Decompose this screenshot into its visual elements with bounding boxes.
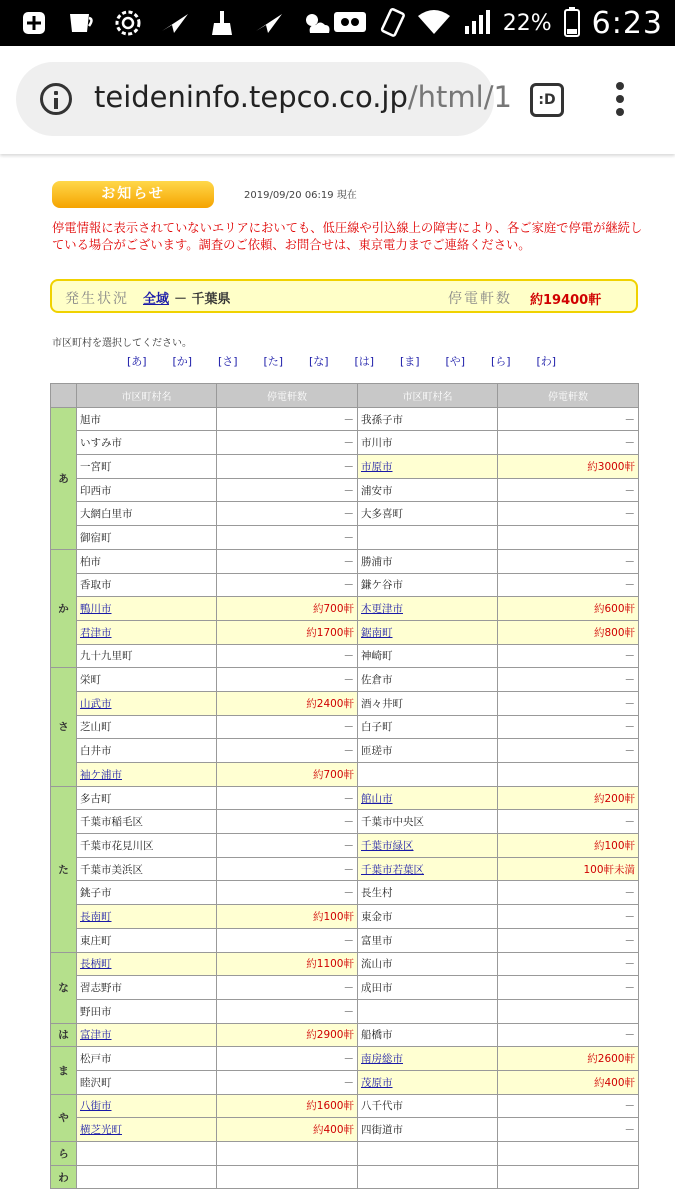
table-row [51, 668, 639, 692]
outage-count-cell: － [217, 478, 358, 502]
outage-count-cell: 約700軒 [217, 763, 358, 787]
outage-count-cell: － [217, 834, 358, 858]
clock: 6:23 [591, 6, 663, 41]
outage-count-cell [217, 1142, 358, 1166]
table-header-row [51, 384, 639, 408]
table-row [51, 952, 639, 976]
table-row [51, 834, 639, 858]
kana-link-ya[interactable]: [や] [445, 355, 466, 368]
table-row [51, 549, 639, 573]
outage-status-panel [50, 279, 638, 313]
outage-count-cell: 約1600軒 [217, 1094, 358, 1118]
municipality-cell: 大多喜町 [358, 502, 498, 526]
table-row [51, 999, 639, 1023]
municipality-cell: 鎌ケ谷市 [358, 573, 498, 597]
municipality-link[interactable]: 館山市 [361, 792, 393, 805]
municipality-cell: 千葉市稲毛区 [77, 810, 217, 834]
outage-count-cell: 約100軒 [217, 905, 358, 929]
notice-text: 停電情報に表示されていないエリアにおいても、低圧線や引込線上の障害により、各ご家庭で停電が継続している場合がございます。調査のご依頼、お問合せは、東京電力までご連絡ください。 [52, 221, 643, 252]
kana-group-label: ら [51, 1142, 77, 1166]
outage-count-cell: － [217, 739, 358, 763]
municipality-link[interactable]: 山武市 [80, 697, 112, 710]
municipality-cell: 千葉市中央区 [358, 810, 498, 834]
outage-count-cell: － [217, 999, 358, 1023]
municipality-cell: 浦安市 [358, 478, 498, 502]
url-host: teideninfo.tepco.co.jp [94, 80, 408, 114]
municipality-cell: 長生村 [358, 881, 498, 905]
media-icon [333, 9, 367, 39]
outage-count-cell: － [217, 1070, 358, 1094]
kana-link-sa[interactable]: [さ] [218, 355, 238, 368]
municipality-cell: 船橋市 [358, 1023, 498, 1047]
municipality-cell: 御宿町 [77, 526, 217, 550]
outage-count-cell: － [217, 715, 358, 739]
municipality-cell: 白井市 [77, 739, 217, 763]
outage-count-cell: － [498, 1118, 639, 1142]
municipality-cell: 野田市 [77, 999, 217, 1023]
municipality-cell: 銚子市 [77, 881, 217, 905]
outage-count-cell: － [217, 1047, 358, 1071]
outage-count-cell: 約1700軒 [217, 620, 358, 644]
outage-count-cell: － [217, 502, 358, 526]
municipality-cell [358, 999, 498, 1023]
municipality-cell: 神崎町 [358, 644, 498, 668]
municipality-cell [358, 1142, 498, 1166]
municipality-cell: 多古町 [77, 786, 217, 810]
municipality-cell: 芝山町 [77, 715, 217, 739]
kana-group-label: ま [51, 1047, 77, 1094]
municipality-link[interactable]: 八街市 [80, 1100, 112, 1113]
municipality-cell [358, 1070, 498, 1094]
outage-count-cell: － [498, 573, 639, 597]
weather-sun-cloud-icon [300, 8, 332, 38]
outage-count-cell: － [498, 928, 639, 952]
municipality-cell: 酒々井町 [358, 691, 498, 715]
municipality-cell [77, 691, 217, 715]
table-row [51, 407, 639, 431]
area-all-link[interactable]: 全域 [143, 292, 170, 307]
municipality-cell: 我孫子市 [358, 407, 498, 431]
outage-count-cell: － [217, 881, 358, 905]
table-row [51, 786, 639, 810]
kana-link-wa[interactable]: [わ] [536, 355, 557, 368]
municipality-cell [77, 1023, 217, 1047]
municipality-link[interactable]: 長柄町 [80, 958, 112, 971]
tab-switcher-button[interactable]: :D [530, 83, 564, 117]
municipality-link[interactable]: 千葉市若葉区 [361, 863, 424, 876]
select-prompt: 市区町村を選択してください。 [52, 338, 192, 349]
system-indicators [333, 6, 663, 41]
signal-icon [463, 8, 491, 40]
kana-link-na[interactable]: [な] [309, 355, 329, 368]
table-row [51, 1023, 639, 1047]
kana-link-ka[interactable]: [か] [172, 355, 193, 368]
table-row [51, 976, 639, 1000]
broom-icon [206, 8, 238, 38]
column-header-count-right: 停電軒数 [498, 384, 639, 408]
kana-group-label: や [51, 1094, 77, 1141]
municipality-cell [77, 1118, 217, 1142]
outage-count-cell: － [498, 905, 639, 929]
system-status-bar [0, 0, 675, 46]
outage-count-cell: － [498, 478, 639, 502]
municipality-cell: 四街道市 [358, 1118, 498, 1142]
municipality-cell: 栄町 [77, 668, 217, 692]
outage-count-cell: 約600軒 [498, 597, 639, 621]
outage-count-cell: 約200軒 [498, 786, 639, 810]
municipality-link[interactable]: 南房総市 [361, 1053, 403, 1066]
kana-link-ra[interactable]: [ら] [491, 355, 511, 368]
municipality-cell: いすみ市 [77, 431, 217, 455]
outage-count-cell: － [498, 407, 639, 431]
vibrate-icon [379, 7, 405, 41]
municipality-cell: 柏市 [77, 549, 217, 573]
kana-group-label: な [51, 952, 77, 1023]
outage-count-cell: － [217, 928, 358, 952]
wifi-icon [417, 8, 451, 40]
municipality-cell [77, 620, 217, 644]
municipality-cell: 匝瑳市 [358, 739, 498, 763]
municipality-cell [358, 1165, 498, 1189]
outage-count-cell: － [217, 407, 358, 431]
outage-count-cell: － [217, 976, 358, 1000]
outage-count-cell: 100軒未満 [498, 857, 639, 881]
municipality-cell: 白子町 [358, 715, 498, 739]
outage-count-cell [498, 999, 639, 1023]
notification-icons [18, 8, 332, 38]
municipality-cell [77, 1165, 217, 1189]
outage-count-label: 停電軒数 [448, 291, 512, 307]
table-row [51, 455, 639, 479]
kana-index-nav [127, 353, 582, 369]
municipality-link[interactable]: 鴨川市 [80, 603, 112, 616]
table-row [51, 1165, 639, 1189]
outage-count-cell [498, 1165, 639, 1189]
prefecture-label [174, 288, 231, 307]
table-row [51, 928, 639, 952]
municipality-cell: 九十九里町 [77, 644, 217, 668]
table-row [51, 526, 639, 550]
kana-group-label: か [51, 549, 77, 667]
table-row [51, 478, 639, 502]
municipality-cell: 松戸市 [77, 1047, 217, 1071]
battery-percentage: 22% [502, 11, 552, 36]
outage-count-cell: － [498, 881, 639, 905]
municipality-cell [358, 526, 498, 550]
table-row [51, 1094, 639, 1118]
table-row [51, 739, 639, 763]
municipality-cell: 市川市 [358, 431, 498, 455]
municipality-table [50, 383, 639, 1189]
municipality-link[interactable]: 長南町 [80, 910, 112, 923]
table-row [51, 502, 639, 526]
outage-count-cell: － [217, 526, 358, 550]
table-row [51, 763, 639, 787]
municipality-link[interactable]: 鋸南町 [361, 626, 393, 639]
municipality-link[interactable]: 横芝光町 [80, 1124, 122, 1137]
outage-count-cell: － [217, 644, 358, 668]
municipality-cell [77, 952, 217, 976]
outage-count-cell: － [498, 1094, 639, 1118]
municipality-cell: 流山市 [358, 952, 498, 976]
table-row [51, 1118, 639, 1142]
municipality-cell [358, 620, 498, 644]
table-row [51, 597, 639, 621]
table-row [51, 431, 639, 455]
outage-count-cell: － [217, 549, 358, 573]
table-row [51, 573, 639, 597]
kana-group-label: わ [51, 1165, 77, 1189]
overflow-menu-icon[interactable] [616, 82, 624, 118]
outage-count-cell: － [498, 810, 639, 834]
municipality-cell: 富里市 [358, 928, 498, 952]
send-icon-2 [253, 8, 285, 38]
outage-count-cell: 約800軒 [498, 620, 639, 644]
kana-group-label: さ [51, 668, 77, 786]
kana-group-label: た [51, 786, 77, 952]
outage-count-cell [498, 763, 639, 787]
settings-gear-icon [112, 8, 144, 38]
municipality-cell: 千葉市花見川区 [77, 834, 217, 858]
outage-count-cell [217, 1165, 358, 1189]
table-row [51, 1047, 639, 1071]
municipality-cell [358, 834, 498, 858]
outage-count-cell: － [498, 976, 639, 1000]
municipality-cell [77, 763, 217, 787]
column-header-name-right: 市区町村名 [358, 384, 498, 408]
municipality-cell [77, 905, 217, 929]
table-row [51, 1070, 639, 1094]
municipality-cell [77, 1142, 217, 1166]
outage-count-cell: 約100軒 [498, 834, 639, 858]
outage-count-cell: － [498, 715, 639, 739]
municipality-cell [77, 1094, 217, 1118]
municipality-cell: 東庄町 [77, 928, 217, 952]
outage-count-cell: － [498, 549, 639, 573]
kana-group-label: あ [51, 407, 77, 549]
page-content [0, 154, 675, 1200]
outage-count-cell: － [217, 786, 358, 810]
table-row [51, 715, 639, 739]
outage-count-cell: － [498, 1023, 639, 1047]
municipality-link[interactable]: 千葉市緑区 [361, 839, 414, 852]
kana-link-ha[interactable]: [は] [354, 355, 375, 368]
send-icon [159, 8, 191, 38]
outage-count-cell: 約2400軒 [217, 691, 358, 715]
browser-toolbar [0, 46, 675, 154]
municipality-link[interactable]: 木更津市 [361, 603, 403, 616]
table-row [51, 1142, 639, 1166]
address-bar[interactable] [16, 62, 512, 136]
outage-count-cell: － [498, 739, 639, 763]
separator: － [174, 292, 188, 307]
municipality-link[interactable]: 茂原市 [361, 1076, 393, 1089]
column-header-count-left: 停電軒数 [217, 384, 358, 408]
outage-count-cell: － [498, 644, 639, 668]
outage-count-cell: 約400軒 [498, 1070, 639, 1094]
municipality-cell: 一宮町 [77, 455, 217, 479]
municipality-cell: 印西市 [77, 478, 217, 502]
status-label: 発生状況 [65, 291, 129, 307]
kana-group-label: は [51, 1023, 77, 1047]
outage-count-cell: 約1100軒 [217, 952, 358, 976]
municipality-cell [358, 597, 498, 621]
table-row [51, 857, 639, 881]
outage-count-cell: － [498, 502, 639, 526]
table-row [51, 644, 639, 668]
municipality-cell: 東金市 [358, 905, 498, 929]
table-row [51, 691, 639, 715]
municipality-cell: 旭市 [77, 407, 217, 431]
update-timestamp: 2019/09/20 06:19 現在 [244, 190, 357, 201]
table-row [51, 620, 639, 644]
table-row [51, 810, 639, 834]
municipality-link[interactable]: 君津市 [80, 626, 112, 639]
outage-count-cell: － [217, 668, 358, 692]
outage-count-cell: － [217, 810, 358, 834]
outage-count-cell: － [217, 857, 358, 881]
municipality-cell: 八千代市 [358, 1094, 498, 1118]
battery-icon [564, 7, 580, 41]
municipality-cell: 香取市 [77, 573, 217, 597]
table-row [51, 881, 639, 905]
outage-count-cell [498, 1142, 639, 1166]
table-row [51, 905, 639, 929]
municipality-cell [77, 597, 217, 621]
municipality-cell: 佐倉市 [358, 668, 498, 692]
municipality-cell: 習志野市 [77, 976, 217, 1000]
url-path: /html/1 [407, 80, 512, 114]
outage-count-cell: － [498, 691, 639, 715]
municipality-cell: 勝浦市 [358, 549, 498, 573]
notice-badge: お知らせ [52, 181, 214, 208]
municipality-cell: 睦沢町 [77, 1070, 217, 1094]
outage-count-cell: － [217, 573, 358, 597]
municipality-cell [358, 1047, 498, 1071]
kana-link-a[interactable]: [あ] [127, 355, 147, 368]
outage-count-cell: 約3000軒 [498, 455, 639, 479]
site-info-icon[interactable] [40, 83, 72, 115]
municipality-cell: 大網白里市 [77, 502, 217, 526]
municipality-link[interactable]: 袖ケ浦市 [80, 768, 122, 781]
municipality-link[interactable]: 富津市 [80, 1029, 112, 1042]
outage-count-cell: 約700軒 [217, 597, 358, 621]
municipality-cell [358, 857, 498, 881]
kana-column-header [51, 384, 77, 408]
outage-count-cell: 約2600軒 [498, 1047, 639, 1071]
cup-icon [65, 8, 97, 38]
outage-count-cell: － [217, 455, 358, 479]
outage-count-cell: 約400軒 [217, 1118, 358, 1142]
municipality-cell [358, 455, 498, 479]
kana-link-ta[interactable]: [た] [263, 355, 284, 368]
kana-link-ma[interactable]: [ま] [400, 355, 420, 368]
table-body [51, 407, 639, 1189]
prefecture-name: 千葉県 [191, 292, 231, 307]
outage-count-total: 約19400軒 [530, 293, 602, 308]
url-text[interactable] [94, 80, 512, 114]
outage-count-cell: － [498, 431, 639, 455]
column-header-name-left: 市区町村名 [77, 384, 217, 408]
outage-count-cell: － [217, 431, 358, 455]
municipality-cell: 成田市 [358, 976, 498, 1000]
municipality-link[interactable]: 市原市 [361, 460, 393, 473]
outage-count-cell [498, 526, 639, 550]
municipality-cell [358, 763, 498, 787]
outage-count-cell: － [498, 952, 639, 976]
municipality-cell [358, 786, 498, 810]
outage-count-cell: － [498, 668, 639, 692]
municipality-cell: 千葉市美浜区 [77, 857, 217, 881]
add-notification-icon [18, 8, 50, 38]
outage-count-cell: 約2900軒 [217, 1023, 358, 1047]
